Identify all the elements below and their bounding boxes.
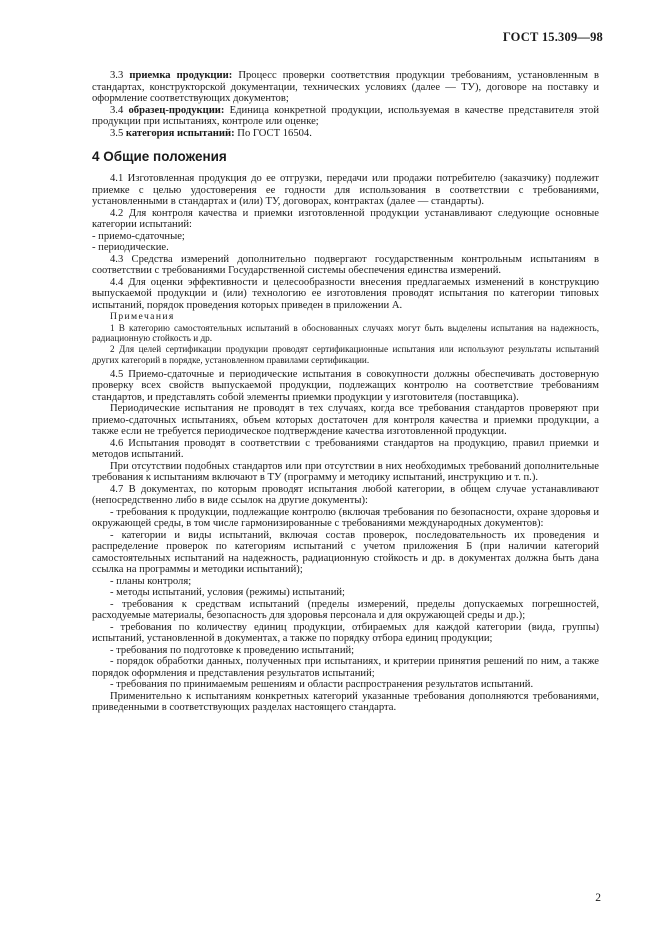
paragraph-4-4: 4.4 Для оценки эффективности и целесообразности внесения предлагаемых изменений в конструкцию выпускаемой продукции и (или) технологию ее изготовления проводят испытания по категории типовых испытаний, порядок проведения которых приведен в приложении А. — [92, 276, 599, 311]
list-item: - требования по количеству единиц продукции, отбираемых для каждой категории (вида, группы) испытаний, установленной в документах, а также по порядку отбора единиц продукции; — [92, 621, 599, 645]
definition-term: категория испытаний: — [125, 127, 235, 139]
list-item: - требования к средствам испытаний (пределы измерений, пределы допускаемых погрешностей, расходуемые материалы, безопасность для здоровья персонала и для окружающей среды и др.); — [92, 598, 599, 622]
paragraph-4-2: 4.2 Для контроля качества и приемки изготовленной продукции устанавливают следующие основные категории испытаний: — [92, 207, 599, 230]
definition-term: образец-продукции: — [128, 104, 225, 116]
paragraph-4-7-end: Применительно к испытаниям конкретных категорий указанные требования дополняются требованиями, приведенными в соответствующих разделах настоящего стандарта. — [92, 690, 599, 714]
note-2: 2 Для целей сертификации продукции проводят сертификационные испытания или используют результаты испытаний других категорий в порядке, установленном правилами сертификации. — [92, 344, 599, 365]
list-item: - порядок обработки данных, полученных при испытаниях, и критерии принятия решений по ним, а также порядок оформления и представления результатов испытаний; — [92, 656, 599, 679]
document-code-header: ГОСТ 15.309—98 — [502, 30, 603, 44]
note-1: 1 В категорию самостоятельных испытаний в обоснованных случаях могут быть выделены испытания на надежность, радиационную стойкость и др. — [92, 322, 599, 344]
definition-3-4 — [92, 105, 599, 128]
list-item: - требования к продукции, подлежащие контролю (включая требования по безопасности, охране здоровья и окружающей среды, в том числе гармонизированные с требованиями международных документов): — [92, 506, 599, 530]
definition-number: 3.5 — [110, 127, 124, 139]
paragraph-4-6-b: При отсутствии подобных стандартов или при отсутствии в них необходимых требований дополнительные требования к испытаниям включают в ТУ (программу и методику испытаний, инструкцию и т. п.). — [92, 460, 599, 484]
definition-term: приемка продукции: — [129, 70, 233, 81]
definition-text: Единица конкретной продукции, используемая в качестве представителя этой продукции при испытаниях, контроле или оценке; — [92, 104, 600, 127]
definition-number: 3.3 — [110, 70, 124, 81]
list-item: - периодические. — [92, 242, 169, 253]
section-heading: 4 Общие положения — [92, 149, 227, 164]
paragraph-4-7: 4.7 В документах, по которым проводят испытания любой категории, в общем случае устанавливают (непосредственно либо в виде ссылок на другие документы): — [92, 483, 599, 507]
list-item: - приемо-сдаточные; — [92, 230, 185, 242]
list-item: - требования по подготовке к проведению испытаний; — [110, 644, 355, 656]
paragraph-4-5-b: Периодические испытания не проводят в тех случаях, когда все требования стандартов проверяют при приемо-сдаточных испытаниях, объем которых достаточен для контроля качества и приемки продукции, а также если не требуется периодическое подтверждение качества изготовленной продукции. — [92, 403, 599, 438]
list-item: - категории и виды испытаний, включая состав проверок, последовательность их проведения и распределение проверок по категориям испытаний с учетом приложения Б (при наличии категорий самостоятельных испытаний на надежность, радиационную стойкость и др. в документах должна быть дана ссылка на программы и методики испытаний); — [92, 529, 599, 576]
definition-text: Процесс проверки соответствия продукции требованиям, установленным в стандартах, конструкторской документации, технических условиях (далее — ТУ), договоре на поставку и оформление соответствующих документов; — [92, 70, 600, 104]
paragraph-4-1: 4.1 Изготовленная продукция до ее отгрузки, передачи или продажи потребителю (заказчику) подлежит приемке с целью удостоверения ее годности для использования в соответствии с требованиями, установленными в стандартах и (или) ТУ, договорах, контрактах (далее — стандарты). — [92, 173, 599, 207]
list-item: - требования по принимаемым решениям и области распространения результатов испытаний. — [110, 679, 534, 691]
paragraph-4-5: 4.5 Приемо-сдаточные и периодические испытания в совокупности должны обеспечивать достоверную проверку всех свойств выпускаемой продукции, подлежащих контролю на соответствие требованиям стандартов, и представлять собой элементы приемки продукции у изготовителя (поставщика). — [92, 368, 599, 403]
definition-3-5 — [92, 128, 599, 140]
list-item: - методы испытаний, условия (режимы) испытаний; — [110, 587, 346, 599]
notes-title: Примечания — [110, 311, 175, 322]
definition-3-3 — [92, 70, 599, 105]
definition-text: По ГОСТ 16504. — [234, 127, 312, 139]
paragraph-4-3: 4.3 Средства измерений дополнительно подвергают государственным контрольным испытаниям в соответствии с требованиями Государственной системы обеспечения единства измерений. — [92, 253, 599, 276]
paragraph-4-6: 4.6 Испытания проводят в соответствии с требованиями стандартов на продукцию, правил приемки и методов испытаний. — [92, 437, 599, 461]
page-number: 2 — [595, 892, 601, 904]
list-item: - планы контроля; — [110, 575, 192, 587]
definition-number: 3.4 — [110, 104, 124, 116]
document-body — [92, 70, 599, 714]
